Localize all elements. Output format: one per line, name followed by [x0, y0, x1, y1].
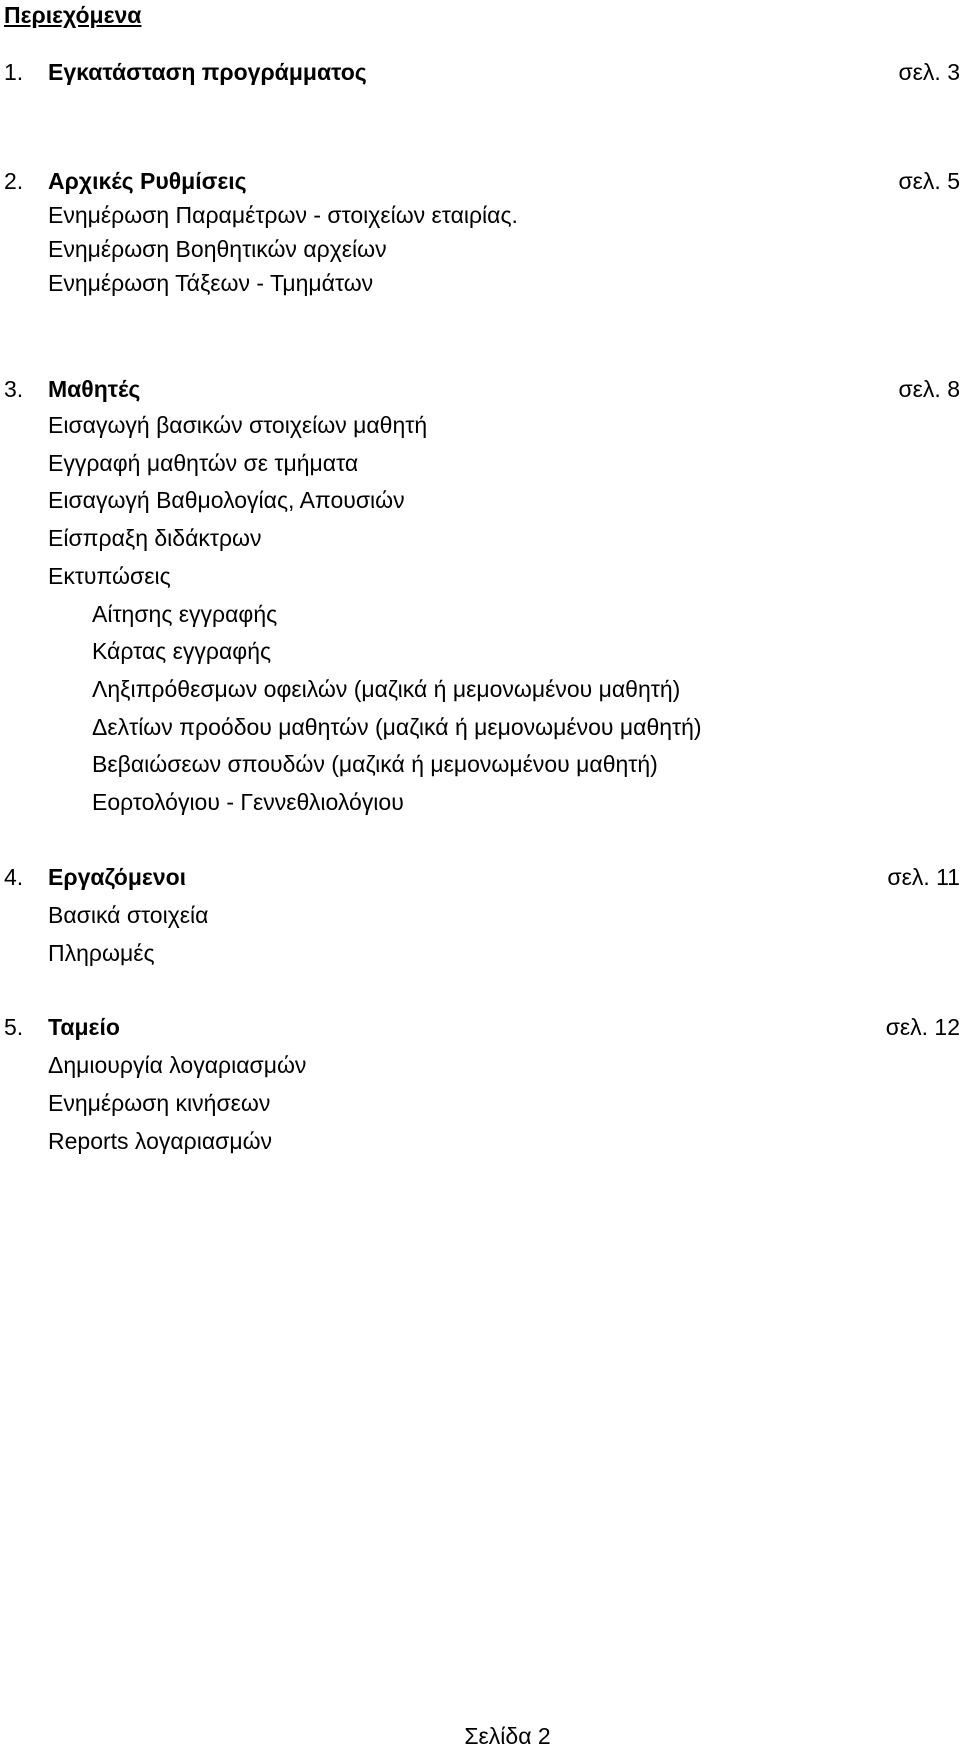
section-page: σελ. 12 — [885, 1014, 960, 1040]
toc-section-1 — [0, 61, 960, 89]
section-number: 4. — [4, 864, 24, 890]
toc-item — [0, 1130, 960, 1158]
toc-item-label: Πληρωμές — [48, 940, 155, 966]
section-page: σελ. 8 — [898, 376, 960, 402]
section-page: σελ. 5 — [898, 168, 960, 194]
section-page: σελ. 11 — [887, 864, 960, 890]
section-number: 5. — [4, 1014, 24, 1040]
toc-section-5 — [0, 1016, 960, 1044]
toc-subitem-label: Κάρτας εγγραφής — [92, 638, 272, 664]
toc-section-4 — [0, 866, 960, 894]
page-footer — [0, 1725, 960, 1748]
toc-item-label: Εγγραφή μαθητών σε τμήματα — [48, 450, 359, 476]
toc-item-label: Εκτυπώσεις — [48, 563, 171, 589]
toc-subitem — [0, 678, 960, 706]
page-title: Περιεχόμενα — [4, 2, 142, 28]
toc-subitem — [0, 791, 960, 819]
toc-item-label: Ενημέρωση Παραμέτρων - στοιχείων εταιρίας. — [48, 202, 518, 228]
toc-item — [0, 414, 960, 442]
toc-item — [0, 452, 960, 480]
toc-item — [0, 904, 960, 932]
section-number: 3. — [4, 376, 24, 402]
section-title: Μαθητές — [48, 376, 141, 402]
toc-section-3 — [0, 378, 960, 406]
toc-subitem — [0, 753, 960, 781]
toc-item-label: Ενημέρωση Τάξεων - Τμημάτων — [48, 270, 374, 296]
toc-item-label: Βασικά στοιχεία — [48, 902, 209, 928]
toc-item — [0, 942, 960, 970]
section-number: 2. — [4, 168, 24, 194]
toc-item — [0, 204, 960, 232]
toc-item — [0, 238, 960, 266]
toc-item — [0, 565, 960, 593]
toc-subitem-label: Εορτολόγιου - Γεννεθλιολόγιου — [92, 789, 404, 815]
toc-section-2 — [0, 170, 960, 198]
section-number: 1. — [4, 59, 24, 85]
toc-item — [0, 527, 960, 555]
section-title: Αρχικές Ρυθμίσεις — [48, 168, 247, 194]
toc-item-label: Ενημέρωση Βοηθητικών αρχείων — [48, 236, 387, 262]
toc-item-label: Δημιουργία λογαριασμών — [48, 1052, 307, 1078]
section-title: Εργαζόμενοι — [48, 864, 187, 890]
toc-item — [0, 272, 960, 300]
toc-subitem — [0, 640, 960, 668]
toc-subitem-label: Βεβαιώσεων σπουδών (μαζικά ή μεμονωμένου μαθητή) — [92, 751, 658, 777]
toc-subitem-label: Δελτίων προόδου μαθητών (μαζικά ή μεμονωμένου μαθητή) — [92, 714, 702, 740]
page-number-label: Σελίδα 2 — [464, 1723, 551, 1749]
toc-item — [0, 1054, 960, 1082]
toc-subitem — [0, 603, 960, 631]
toc-subitem-label: Αίτησης εγγραφής — [92, 601, 278, 627]
toc-subitem — [0, 716, 960, 744]
toc-item-label: Είσπραξη διδάκτρων — [48, 525, 262, 551]
toc-item-label: Εισαγωγή Βαθμολογίας, Απουσιών — [48, 487, 405, 513]
toc-item-label: Ενημέρωση κινήσεων — [48, 1090, 271, 1116]
toc-item — [0, 1092, 960, 1120]
section-title: Ταμείο — [48, 1014, 120, 1040]
toc-item — [0, 489, 960, 517]
section-page: σελ. 3 — [898, 59, 960, 85]
toc-item-label: Εισαγωγή βασικών στοιχείων μαθητή — [48, 412, 428, 438]
toc-item-label: Reports λογαριασμών — [48, 1128, 273, 1154]
section-title: Εγκατάσταση προγράμματος — [48, 59, 367, 85]
toc-subitem-label: Ληξιπρόθεσμων οφειλών (μαζικά ή μεμονωμένου μαθητή) — [92, 676, 681, 702]
